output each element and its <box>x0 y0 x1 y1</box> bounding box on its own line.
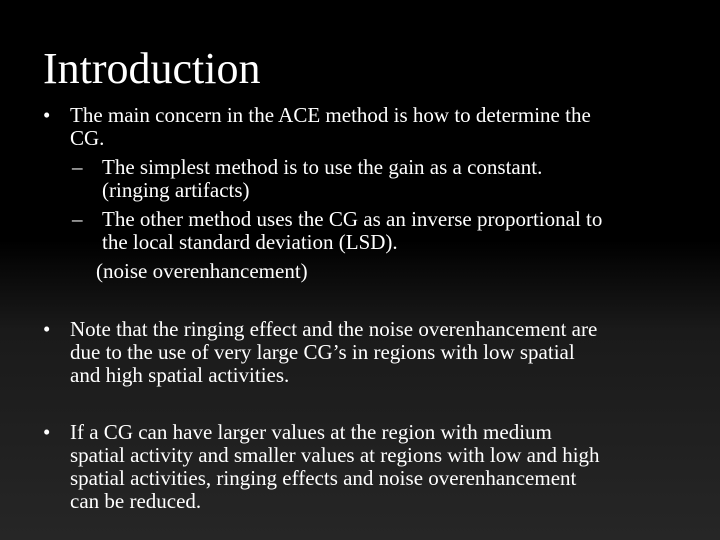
bullet-line: due to the use of very large CG’s in regions with low spatial <box>70 340 575 364</box>
bullet-marker: • <box>43 317 51 341</box>
sub-bullet-line: The simplest method is to use the gain as a constant. <box>102 155 543 179</box>
sub-bullet-marker: – <box>72 207 83 231</box>
bullet-marker: • <box>43 103 51 127</box>
sub-bullet-line: (ringing artifacts) <box>102 178 250 202</box>
trailing-note: (noise overenhancement) <box>96 259 308 283</box>
bullet-text <box>70 421 600 513</box>
sub-bullet-text <box>102 156 542 202</box>
bullet-text <box>70 104 591 150</box>
sub-bullet-marker: – <box>72 155 83 179</box>
bullet-line: If a CG can have larger values at the region with medium <box>70 420 552 444</box>
sub-bullet-line: The other method uses the CG as an inverse proportional to <box>102 207 603 231</box>
bullet-line: and high spatial activities. <box>70 363 290 387</box>
bullet-line: spatial activities, ringing effects and noise overenhancement <box>70 466 577 490</box>
bullet-line: The main concern in the ACE method is how to determine the <box>70 103 591 127</box>
bullet-line: CG. <box>70 126 105 150</box>
slide-title: Introduction <box>43 44 261 93</box>
bullet-marker: • <box>43 420 51 444</box>
sub-bullet-text <box>102 208 602 254</box>
bullet-text <box>70 318 597 387</box>
bullet-line: spatial activity and smaller values at regions with low and high <box>70 443 600 467</box>
bullet-line: can be reduced. <box>70 489 202 513</box>
bullet-line: Note that the ringing effect and the noise overenhancement are <box>70 317 598 341</box>
sub-bullet-line: the local standard deviation (LSD). <box>102 230 398 254</box>
